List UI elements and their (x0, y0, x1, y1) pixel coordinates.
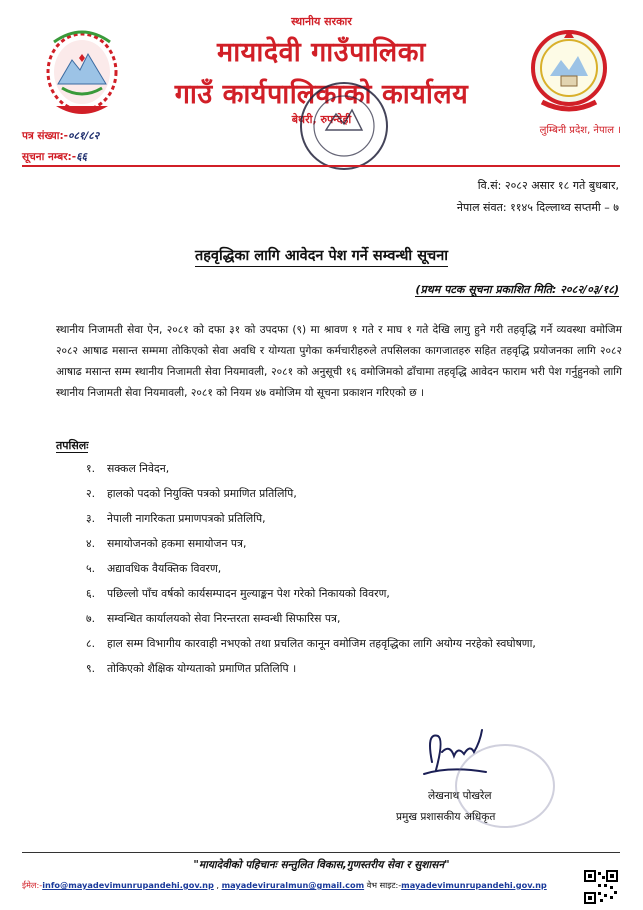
list-item (86, 535, 596, 553)
notice-number-value: ६६ (76, 151, 87, 163)
list-item-number: १. (86, 462, 96, 475)
province-label: लुम्बिनी प्रदेश, नेपाल । (539, 125, 621, 136)
list-item-number: ८. (86, 637, 96, 650)
list-item-number: ६. (86, 587, 96, 600)
published-date (415, 282, 619, 297)
list-item-text: अद्यावधिक वैयक्तिक विवरण, (107, 562, 222, 575)
date-nepal-samvat: नेपाल संवत: ११४५ दिल्लाथ्व सप्तमी – ७ (456, 201, 619, 214)
notice-subject (0, 245, 643, 265)
district-label: बेथरी, रुपन्देही (291, 113, 352, 126)
notice-number (22, 150, 87, 164)
website-label: वेभ साइट:- (364, 880, 402, 890)
municipality-name: मायादेवी गाउँपालिका (217, 37, 426, 68)
list-item (86, 635, 596, 653)
list-item (86, 460, 596, 478)
email-label: ईमेल:- (22, 880, 43, 890)
published-date-text: (प्रथम पटक सूचना प्रकाशित मिति: २०८२/०३/१८) (415, 283, 619, 296)
footer-contact (22, 880, 582, 891)
list-item-number: ९. (86, 662, 96, 675)
email-separator: , (213, 880, 222, 890)
footer-divider (22, 852, 620, 853)
notice-body: स्थानीय निजामती सेवा ऐन, २०८१ को दफा ३१ को उपदफा (९) मा श्रावण १ गते र माघ १ गते देखि लागु हुने गरी तहवृद्धि गर्ने व्यवस्था वमोजिम २०८२ आषाढ मसान्त सम्ममा तोकिएको सेवा अवधि र योग्यता पुगेका कर्मचारीहरुले तपसिलका कागजातहरु सहित तहवृद्धि प्रयोजनका लागि २०८२ आषाढ मसान्त सम्म स्थानीय निजामती सेवा नियमावली, २०८१ को अनुसूची १६ वमोजिमको ढाँचामा तहवृद्धि आवेदन फाराम भरी पेश गर्नुहुनको लागि स्थानीय निजामती सेवा नियमावली, २०८१ को नियम ४७ वमोजिम यो सूचना प्रकाशन गरिएको छ । (56, 324, 622, 399)
office-name: गाउँ कार्यपालिकाको कार्यालय (174, 79, 469, 110)
list-item (86, 585, 596, 603)
signatory-name: लेखनाथ पोखरेल (428, 790, 492, 802)
list-item (86, 510, 596, 528)
document-list (86, 460, 596, 685)
list-item-text: हाल सम्म विभागीय कारवाही नभएको तथा प्रचलित कानून वमोजिम तहवृद्धिका लागि अयोग्य नरहेको स्वघोषणा, (107, 637, 536, 650)
letter-number (22, 129, 99, 143)
government-label: स्थानीय सरकार (291, 15, 352, 28)
notice-subject-text: तहवृद्धिका लागि आवेदन पेश गर्ने सम्वन्धी सूचना (195, 248, 448, 267)
signatory-title: प्रमुख प्रशासकीय अधिकृत (396, 811, 496, 823)
office-stamp-top (300, 82, 388, 170)
list-item-text: तोकिएको शैक्षिक योग्यताको प्रमाणित प्रतिलिपि । (107, 662, 297, 675)
list-item (86, 610, 596, 628)
list-item-number: ५. (86, 562, 96, 575)
list-item-text: हालको पदको नियुक्ति पत्रको प्रमाणित प्रतिलिपि, (107, 487, 297, 500)
tapasil-heading (56, 438, 88, 453)
email-link-info[interactable]: info@mayadevimunrupandehi.gov.np (42, 880, 214, 890)
letter-number-label: पत्र संख्या:- (22, 130, 69, 142)
list-item (86, 660, 596, 678)
notice-number-label: सूचना नम्बर:- (22, 151, 77, 163)
list-item (86, 485, 596, 503)
qr-code (584, 870, 618, 904)
list-item-text: सम्वन्धित कार्यालयको सेवा निरन्तरता सम्वन्धी सिफारिस पत्र, (107, 612, 341, 625)
list-item-number: २. (86, 487, 96, 500)
list-item-number: ४. (86, 537, 96, 550)
footer-tagline: "मायादेवीको पहिचानः सन्तुलित विकास,गुणस्तरीय सेवा र सुशासन" (193, 859, 450, 871)
list-item-text: सक्कल निवेदन, (107, 462, 170, 475)
list-item (86, 560, 596, 578)
tapasil-heading-text: तपसिलः (56, 439, 89, 452)
list-item-text: समायोजनको हकमा समायोजन पत्र, (107, 537, 247, 550)
date-vikram-samvat: वि.सं: २०८२ असार १८ गते बुधबार, (477, 179, 619, 192)
list-item-number: ३. (86, 512, 96, 525)
list-item-number: ७. (86, 612, 96, 625)
email-link-gmail[interactable]: mayadeviruralmun@gmail.com (221, 880, 365, 890)
letter-number-value: ०८१/८२ (68, 130, 100, 142)
header-divider (22, 165, 620, 167)
list-item-text: पछिल्लो पाँच वर्षको कार्यसम्पादन मुल्याङ्कन पेश गरेको निकायको विवरण, (107, 587, 390, 600)
list-item-text: नेपाली नागरिकता प्रमाणपत्रको प्रतिलिपि, (107, 512, 266, 525)
website-link[interactable]: mayadevimunrupandehi.gov.np (401, 880, 547, 890)
